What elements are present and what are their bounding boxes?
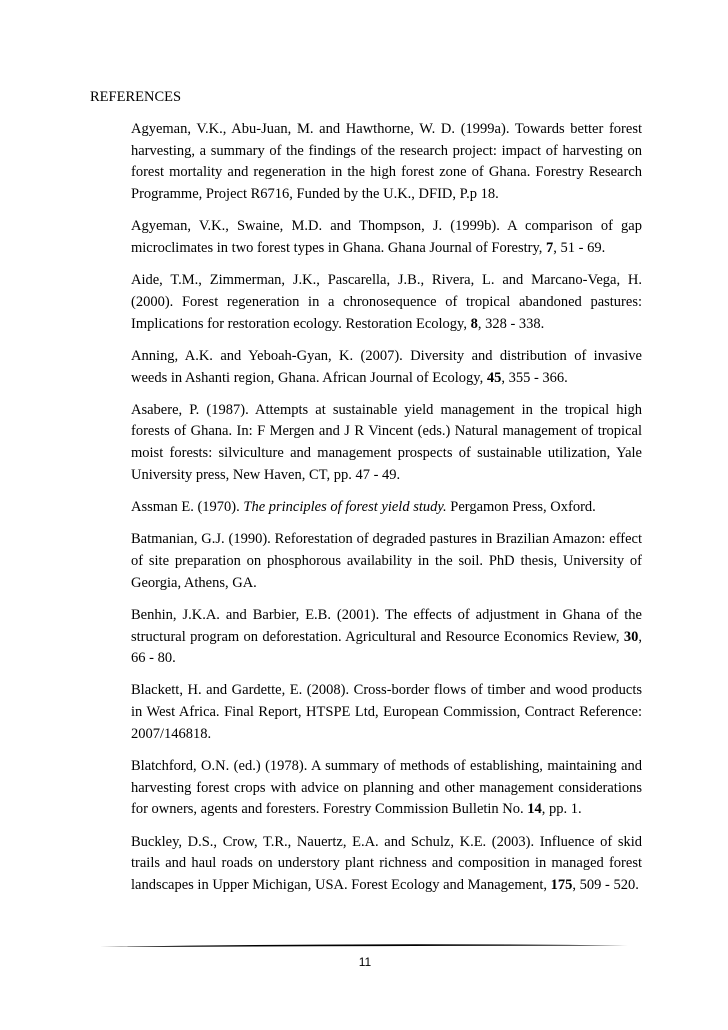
reference-volume: 8 bbox=[470, 315, 478, 332]
reference-entry bbox=[131, 216, 642, 259]
reference-entry bbox=[131, 400, 642, 487]
reference-text: Assman E. (1970). bbox=[131, 499, 244, 516]
reference-pages: , 66 - 80. bbox=[131, 628, 642, 667]
reference-text: Buckley, D.S., Crow, T.R., Nauertz, E.A. and Schulz, K.E. (2003). Influence of skid trails and haul roads on understory plant richness and composition in managed forest landscapes in Upper Michigan, USA. Forest Ecology and Management, bbox=[131, 833, 642, 894]
reference-pages: , 509 - 520. bbox=[572, 877, 639, 894]
reference-entry bbox=[131, 680, 642, 745]
reference-pages: , pp. 1. bbox=[541, 801, 582, 818]
reference-volume: 45 bbox=[486, 369, 502, 386]
reference-pages: , 51 - 69. bbox=[553, 240, 606, 257]
reference-pages: , 355 - 366. bbox=[501, 369, 568, 386]
reference-entry bbox=[131, 756, 642, 821]
reference-text-mid: Pergamon Press, Oxford. bbox=[446, 499, 596, 516]
reference-text: Asabere, P. (1987). Attempts at sustainable yield management in the tropical high forests of Ghana. In: F Mergen and J R Vincent (eds.) Natural management of tropical moist forests: silviculture and management prospects of sustainable utilization, Yale University press, New Haven, CT, pp. 47 - 49. bbox=[131, 401, 642, 483]
reference-text: Blackett, H. and Gardette, E. (2008). Cross-border flows of timber and wood products in West Africa. Final Report, HTSPE Ltd, European Commission, Contract Reference: 2007/146818. bbox=[131, 682, 642, 742]
reference-text: Agyeman, V.K., Swaine, M.D. and Thompson, J. (1999b). A comparison of gap microclimates in two forest types in Ghana. Ghana Journal of Forestry, bbox=[131, 218, 642, 257]
reference-volume: 175 bbox=[550, 877, 573, 894]
reference-text: Batmanian, G.J. (1990). Reforestation of degraded pastures in Brazilian Amazon: effect of site preparation on phosphorous availability in the soil. PhD thesis, University of Georgia, Athens, GA. bbox=[131, 531, 642, 591]
reference-title-italic: The principles of forest yield study. bbox=[243, 499, 447, 516]
reference-entry bbox=[131, 497, 642, 519]
reference-entry bbox=[131, 605, 642, 670]
reference-entry bbox=[131, 346, 642, 389]
reference-volume: 14 bbox=[527, 801, 542, 818]
reference-text: Anning, A.K. and Yeboah-Gyan, K. (2007). Diversity and distribution of invasive weeds in Ashanti region, Ghana. African Journal of Ecology, bbox=[131, 347, 642, 386]
footer-divider bbox=[100, 940, 628, 952]
reference-volume: 30 bbox=[623, 628, 639, 645]
reference-list bbox=[131, 119, 642, 907]
reference-text: Blatchford, O.N. (ed.) (1978). A summary of methods of establishing, maintaining and harvesting forest crops with advice on planning and other management considerations for owners, agents and foresters. Forestry Commission Bulletin No. bbox=[131, 758, 642, 818]
reference-text: Benhin, J.K.A. and Barbier, E.B. (2001). The effects of adjustment in Ghana of the structural program on deforestation. Agricultural and Resource Economics Review, bbox=[131, 606, 642, 645]
reference-entry bbox=[131, 119, 642, 206]
reference-text: Agyeman, V.K., Abu-Juan, M. and Hawthorne, W. D. (1999a). Towards better forest harvesting, a summary of the findings of the research project: impact of harvesting on forest mortality and regeneration in the high forest zone of Ghana. Forestry Research Programme, Project R6716, Funded by the U.K., DFID, P.p 18. bbox=[131, 121, 642, 203]
reference-pages: , 328 - 338. bbox=[477, 315, 545, 332]
reference-entry bbox=[131, 270, 642, 335]
reference-text: Aide, T.M., Zimmerman, J.K., Pascarella, J.B., Rivera, L. and Marcano-Vega, H. (2000). Forest regeneration in a chronosequence of tropical abandoned pastures: Implications for restoration ecology. Restoration Ecology, bbox=[131, 272, 642, 332]
reference-volume: 7 bbox=[546, 240, 554, 257]
reference-entry bbox=[131, 832, 642, 897]
reference-entry bbox=[131, 529, 642, 594]
references-heading: REFERENCES bbox=[90, 89, 182, 105]
page-number: 11 bbox=[358, 955, 372, 969]
